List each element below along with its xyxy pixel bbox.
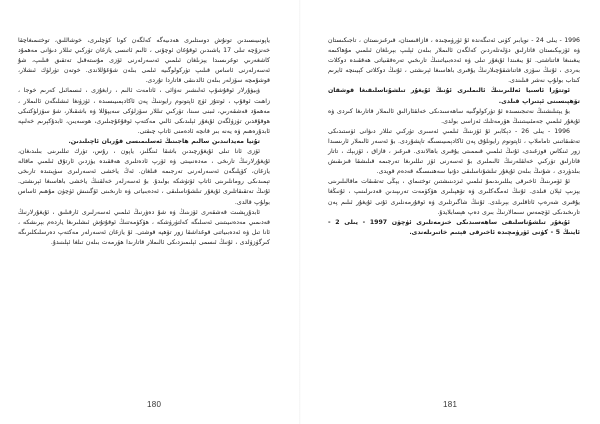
right-paragraph-2-heading: ئوتتۇرا ئاسىيا ئەللىرىنىڭ ئالىملىرى ئۇنىڭ ئۇيغۇر تىلشۇناسلىقىغا قوشقان تۆھپىسىنى ئېتىراپ قىلدى. bbox=[328, 87, 580, 105]
right-paragraph-4: 1996 - يىلى 26 - دېكابىر ئۇ ئۆزىنىڭ ئىلمىي ئەسىرى تۈركىي تىللار دىۋانى ئۈستىدىكى تەتقىقاتىنى تاماملاپ ، ئاپتونوم رايونلۇق پەن ئاكادېمىيىسىگە تاپشۇردى. بۇ ئەسەر ئالىملار ئارىسىدا زور ئىنكاس قوزغىدى، ئۇنىڭ ئىلمىي قىممىتى يۇقىرى باھالاندى. قىرغىز ، قازاق ، ئۆزبېك ، تاتار قاتارلىق تۈركىي خەلقلەرنىڭ ئالىملىرى بۇ ئەسەرنى ئۆز تىللىرىغا تەرجىمە قىلىشقا قىزىقىش بىلدۈردى ، شۇنىڭ بىلەن ئۇيغۇر تىلشۇناسلىقى دۇنيا سەھنىسىگە قەدەم قويدى. bbox=[328, 127, 580, 176]
left-paragraph-3-heading: تۇنيا مەيدانىدىن سالىم ھاجىنىڭ ئەسلىمىسى قۇربان ئاچىلىدىن. bbox=[68, 137, 260, 145]
left-page-number: 180 bbox=[147, 400, 162, 409]
right-page-number: 181 bbox=[443, 400, 458, 409]
left-paragraph-4: ئۆزى ئانا تىلى ئۇيغۇرچىدىن باشقا ئىنگلىز، ياپون ، رۇس، تۈرك تىللىرىنى بىلىدىغان، ئۇيغۇرلارنىڭ تارىخى ، مەدەنىيىتى ۋە ئۆرپ ئادەتلىرى ھەققىدە يۈزدىن ئارتۇق ئىلمىي ماقالە يازغان، كۆپلىگەن ئەسەرلەرنى تەرجىمە قىلغان. ئەڭ ياخشى ئەسەرلىرى سۈپىتىدە تارىخى تېمىدىكى رومانلىرىنى ئاتاپ ئۆتۈشكە بولىدۇ. بۇ ئەسەرلەر خەلقنىڭ ياخشى باھاسىغا ئېرىشتى. ئۇنىڭ تەتقىقاتلىرى ئۇيغۇر تىلشۇناسلىقى ، ئەدەبىياتى ۋە تارىخىنى ئۆگىنىش ئۈچۈن مۇھىم ئاساس بولۇپ قالدى. bbox=[18, 148, 270, 206]
right-paragraph-1: 1996 - يىلى 24 - نويابىر كۈنى ئەتىگەندە ئۇ ئۈرۈمچىدە ، قازاقىستان، قىرغىزىستان ، تاجىكىستان ۋە ئۆزبېكىستان قاتارلىق دۆلەتلەردىن كەلگەن ئالىملار بىلەن ئېلىپ بېرىلغان ئىلمىي مۇھاكىمە يىغىنىغا قاتناشتى. ئۇ يىغىندا ئۇيغۇر تىلى ۋە ئەدەبىياتىنىڭ تارىخىي تەرەققىياتى ھەققىدە دوكلات بەردى ، ئۇنىڭ سۆزى قاتناشقۇچىلارنىڭ يۇقىرى باھاسىغا ئېرىشتى ، ئۇنىڭ دوكلاتى كېيىنچە ئايرىم كىتاب بولۇپ نەشر قىلىندى. bbox=[328, 37, 580, 85]
left-page-text bbox=[18, 36, 270, 248]
right-page-text bbox=[328, 36, 580, 238]
left-paragraph-2: ۋېيۋۇرلار ئوقۇشۇپ ئەلىشىر نەۋائى ، ئاتامەت ئالىم ، رابغۇزى ، ئىسمائىل كەرىم خوجا ، زاھىت ئوقۇپ ، ئوتتۇز ئۈچ ئاپتونوم رايوننىڭ پەن ئاكادېمىيىسىدە ، ئۈزۈنغا ئىشلىگەن ئالىملار ، مەھمۇد قەشقەرىي، ئىبنى سىنا، تۈركىي تىللار سۆزلۈكى سەيپۇللا ۋە باشقىلار، شۇ سۆزلۈكتىكى ھوقۇقدىن تۈزۈلگەن ئۇيغۇر ئېلىدىكى ئالىي مەكتەپ ئوقۇغۇچىلىرى، ھوسەيىن، ئابدۇكېرىم خەلىپە ئابدۇرەھىم ۋە يەنە بىر قانچە ئادەمنى ئاتاپ چىقتى. bbox=[18, 87, 270, 135]
right-paragraph-5: ئۇ ئۆمرىنىڭ ئاخىرقى يىللىرىدىمۇ ئىلمىي ئىزدىنىشتىن توختىماي ، يېڭى تەتقىقات ماقالىلىرىنى يېزىپ ئېلان قىلدى. ئۇنىڭ ئەمگەكلىرى ۋە تۆھپىلىرى ھۆكۈمەت تەرىپىدىن قەدىرلىنىپ ، ئۇنىڭغا يۇقىرى شەرەپ ئاتاقلىرى بېرىلدى. ئۇنىڭ شاگىرتلىرى ۋە ئوقۇرمەنلىرى ئۇنى ئۇيغۇر ئىلىم پەن تارىخىدىكى ئۆچمەس سىمالارنىڭ بىرى دەپ ھېسابلايدۇ. bbox=[328, 178, 580, 216]
book-gutter bbox=[299, 0, 301, 424]
left-paragraph-1: ياپونىيىسىدىن تونۇش دوستلىرى ھەدىيەگە كەلگەن كونا كۈچلىرى، خوشاللىق، توختىمىغاچقا خەنزۇچە تىلى 17 ياشىدىن ئوقۇغان ئوچۇنى ، ئالىم ئاتىسى يازغان تۈركىي تىللار دىۋانى مەھمۇد كاشغەرىي توغرىسىدا يېزىلغان ئىلمىي ئەسەرلەرنى ئۆزى مۇستەقىل تەتقىق قىلىپ، شۇ ئەسەرلەرنى ئاساس قىلىپ تۈركولوگىيە ئىلمى بىلەن شۇغۇللاندى. خوتەن تۈرلۈك ئىشلار، قوشۇمچە سۆزلەر بىلەن ئالدىنقى قاتاردا تۇردى. bbox=[18, 37, 271, 85]
right-page bbox=[300, 0, 600, 424]
right-paragraph-3: بۇ يېتىلىشنىڭ نەتىجىسىدە ئۇ تۈركولوگىيە ساھەسىدىكى خەلقئارالىق ئالىملار قاتارىغا كىردى ۋە ئۇيغۇر ئىلمىي جەمئىيىتىنىڭ ھۆرمەتلىك ئەزاسى بولدى. bbox=[328, 107, 580, 125]
right-paragraph-6: ئۇيغۇر تىلشۇناسلىقى ساھەسىدىكى خىزمەتلىرى ئۈچۈن 1997 - يىلى 2 - ئاينىڭ 5 - كۈنى ئۈرۈمچىدە ئاخىرقى قېتىم خاتىرىلەندى. bbox=[328, 218, 580, 236]
left-paragraph-5: ئابدۇرېشىت قەشقەرى ئۆزىنىڭ ۋە شۇ دەۋرنىڭ ئىلمىي ئەسەرلىرى ئارقىلىق ، ئۇيغۇرلارنىڭ قەدىمىي مەدەنىيىتىنى ئەسلىگە كەلتۈرۈشكە ، ھۆكۈمەتنىڭ ئوقۇتۇش ئىشلىرىغا ياردەم بېرىشكە ، ئانا تىل ۋە ئەدەبىياتنى قوغداشقا زور تۆھپە قوشتى. ئۇ يازغان ئەسەرلەر مەكتەپ دەرسلىكلىرىگە كىرگۈزۈلدى ، ئۇنىڭ ئىسمى ئېلىمىزدىكى ئالىملار قاتارىدا ھۆرمەت بىلەن تىلغا ئېلىنىدۇ. bbox=[18, 208, 270, 246]
